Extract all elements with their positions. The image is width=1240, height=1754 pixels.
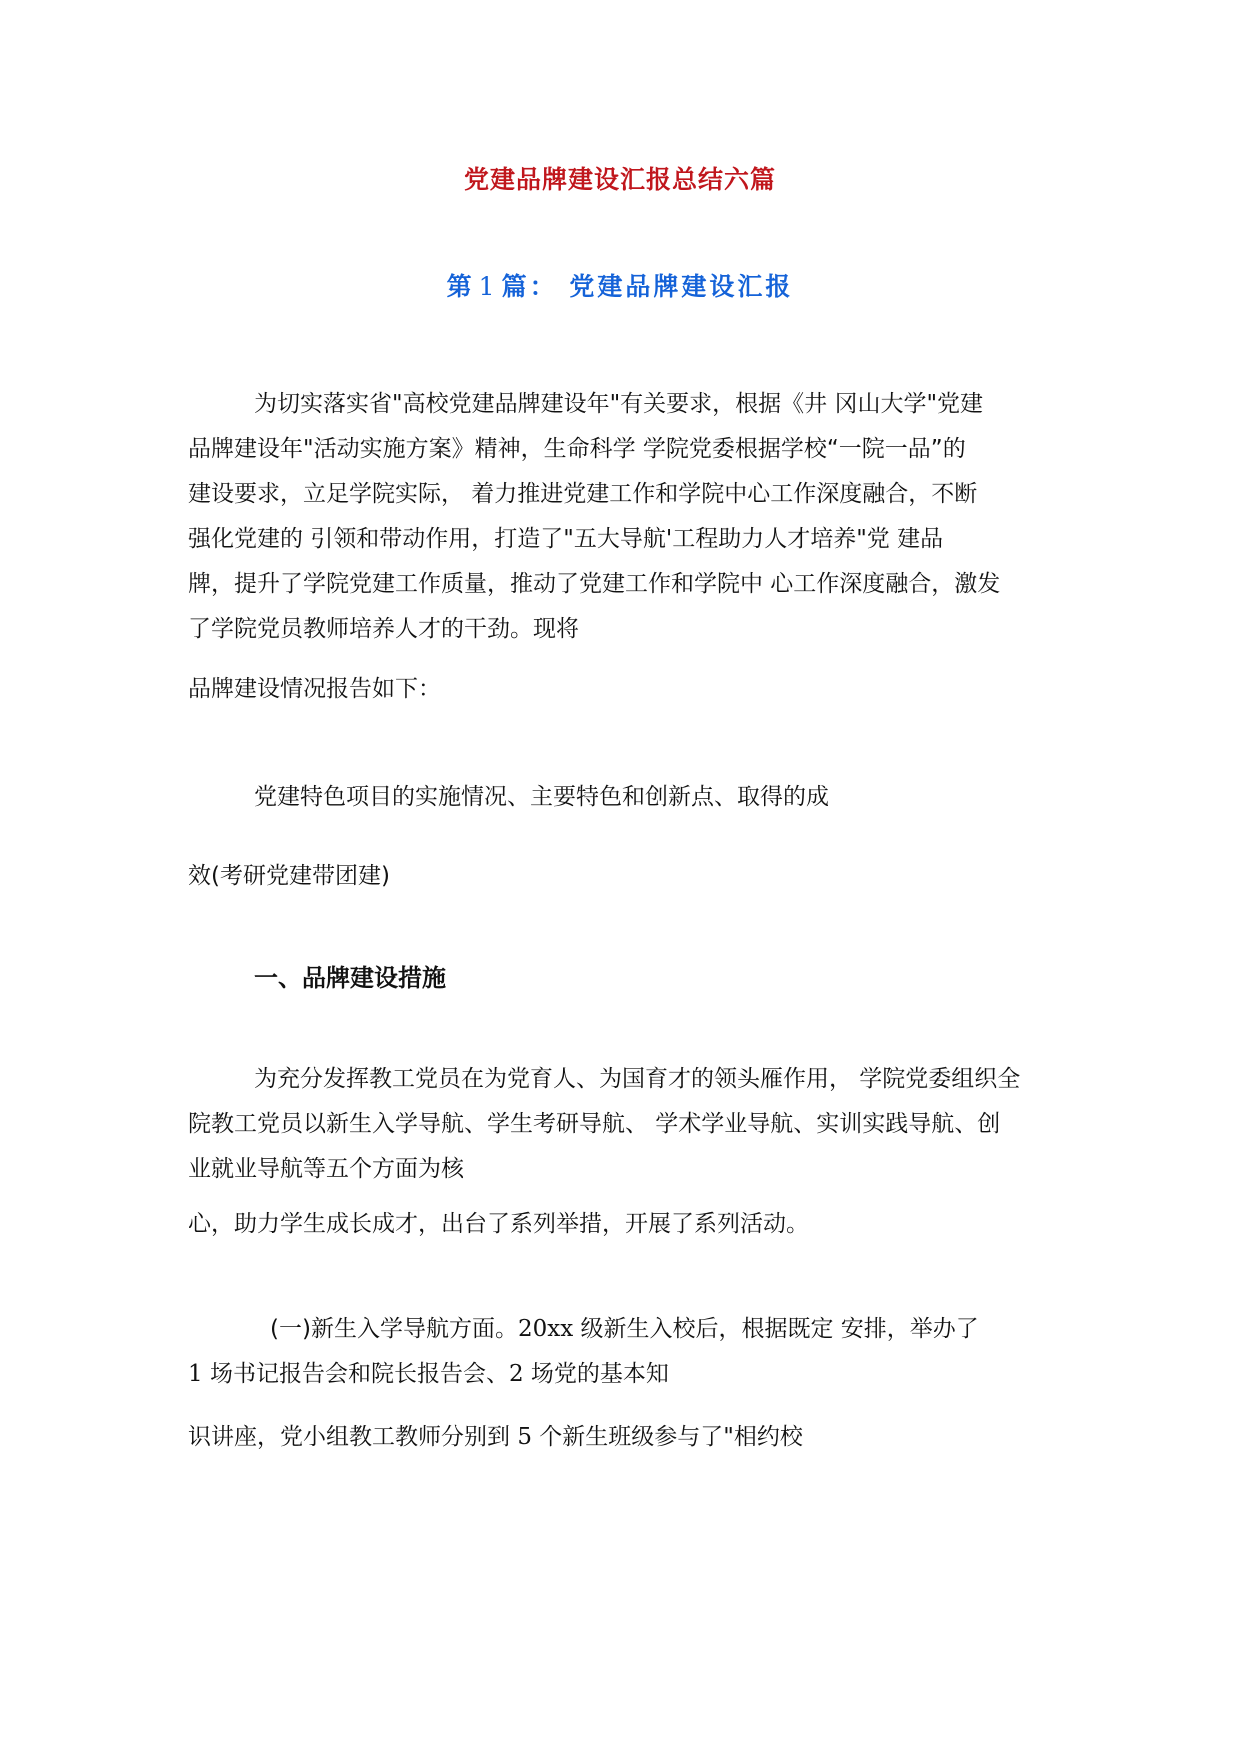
- chapter-number: 1: [478, 272, 498, 301]
- paragraph-report-intro: [188, 667, 1088, 712]
- text-segment: 场党的基本知: [523, 1361, 669, 1387]
- text-number: 2: [508, 1361, 524, 1387]
- chapter-prefix: 第: [446, 272, 475, 301]
- paragraph-line: 品牌建设情况报告如下：: [188, 676, 441, 702]
- paragraph-line: 党建特色项目的实施情况、主要特色和创新点、取得的成: [254, 784, 829, 810]
- text-segment: 级新生入校后，根据既定 安排，举办了: [573, 1316, 979, 1342]
- paragraph-line: [188, 1307, 1088, 1352]
- section-heading: 一、品牌建设措施: [254, 964, 446, 992]
- paragraph-line: 建设要求，立足学院实际， 着力推进党建工作和学院中心工作深度融合，不断: [188, 481, 978, 507]
- paragraph-line: 为切实落实省"高校党建品牌建设年"有关要求，根据《井 冈山大学"党建: [254, 391, 984, 417]
- paragraph-line: 品牌建设年"活动实施方案》精神，生命科学 学院党委根据学校“一院一品”的: [188, 436, 966, 462]
- paragraph-line: [188, 1352, 1088, 1397]
- paragraph-freshman-cont: [188, 1415, 1088, 1460]
- document-title: 党建品牌建设汇报总结六篇: [463, 165, 776, 194]
- paragraph-line: 院教工党员以新生入学导航、学生考研导航、 学术学业导航、实训实践导航、创: [188, 1111, 1001, 1137]
- paragraph-measures-cont: [188, 1202, 1088, 1247]
- paragraph-line: 心，助力学生成长成才，出台了系列举措，开展了系列活动。: [188, 1211, 809, 1237]
- text-number: 5: [517, 1424, 532, 1450]
- paragraph-project-line2: [188, 854, 1088, 899]
- paragraph-line: 强化党建的 引领和带动作用，打造了"五大导航'工程助力人才培养"党 建品: [188, 526, 944, 552]
- paragraph-freshman: [188, 1307, 1088, 1397]
- text-segment: 识讲座，党小组教工教师分别到: [188, 1424, 518, 1450]
- paragraph-project-line1: [188, 775, 1088, 820]
- paragraph-line: 为充分发挥教工党员在为党育人、为国育才的领头雁作用， 学院党委组织全: [254, 1066, 1021, 1092]
- chapter-title: [0, 267, 1240, 303]
- text-number: 20xx: [517, 1316, 574, 1342]
- paragraph-line: 牌，提升了学院党建工作质量，推动了党建工作和学院中 心工作深度融合，激发: [188, 571, 1001, 597]
- paragraph-line: 业就业导航等五个方面为核: [188, 1156, 464, 1182]
- paragraph-line: 效(考研党建带团建): [188, 863, 390, 889]
- paragraph-measures: [188, 1057, 1088, 1192]
- text-segment: 场书记报告会和院长报告会、: [202, 1361, 509, 1387]
- text-segment: (一)新生入学导航方面。: [270, 1316, 518, 1342]
- paragraph-line: [188, 1415, 1088, 1460]
- paragraph-intro: [188, 382, 1088, 652]
- chapter-suffix: 篇：: [501, 272, 558, 301]
- chapter-name: 党建品牌建设汇报: [569, 272, 794, 301]
- text-segment: 个新生班级参与了"相约校: [531, 1424, 803, 1450]
- paragraph-line: 了学院党员教师培养人才的干劲。现将: [188, 616, 579, 642]
- text-number: 1: [188, 1361, 203, 1387]
